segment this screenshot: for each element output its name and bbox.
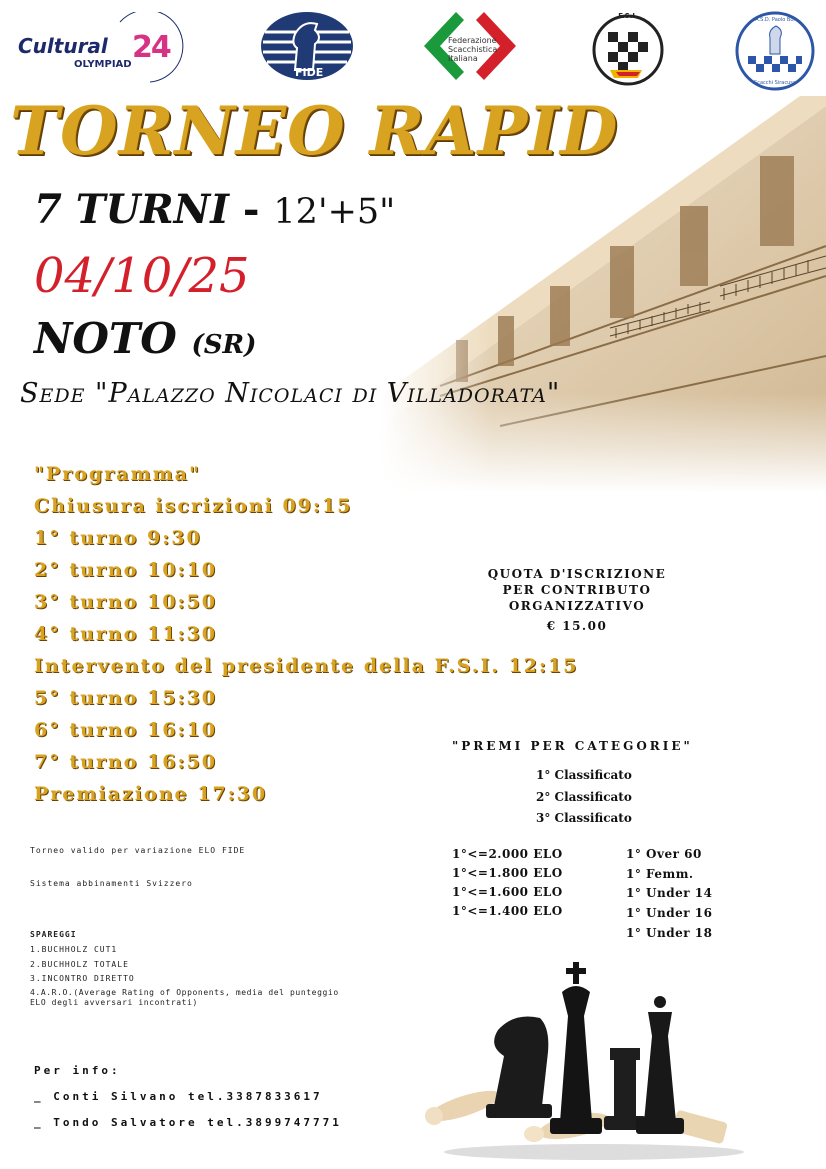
- prize-category: 1° Under 14: [626, 886, 713, 900]
- federazione-line2: Scacchistica: [448, 45, 498, 54]
- programma-item: 3° turno 10:50: [34, 591, 217, 613]
- fsi-sicilia-label: F.S.I.: [618, 12, 638, 20]
- venue: Sede "Palazzo Nicolaci di Villadorata": [20, 378, 561, 409]
- programma-item: 6° turno 16:10: [34, 719, 217, 741]
- knight-icon: [486, 1017, 552, 1119]
- prize-elo: 1°<=2.000 ELO: [452, 847, 563, 861]
- asd-top-text: A.S.D. Paolo Boi: [755, 17, 795, 23]
- federazione-line3: Italiana: [448, 54, 478, 63]
- programma-item: Premiazione 17:30: [34, 783, 268, 805]
- chessboard-emblem-icon: [582, 10, 674, 86]
- programma-item: Chiusura iscrizioni 09:15: [34, 495, 353, 517]
- fee-amount: € 15.00: [546, 619, 608, 633]
- cultural-logo-sub: OLYMPIAD: [74, 59, 132, 70]
- fee-box: [486, 566, 668, 634]
- fee-line: PER CONTRIBUTO: [502, 583, 652, 597]
- tournament-title: TORNEO RAPID: [10, 92, 619, 170]
- chess-pieces-image: [424, 956, 744, 1162]
- info-title: Per info:: [34, 1064, 121, 1077]
- cultural-logo-number: 24: [132, 30, 170, 65]
- fide-logo-text: FIDE: [295, 66, 324, 79]
- contact-item: _ Tondo Salvatore tel.3899747771: [34, 1116, 342, 1129]
- prizes-title: "PREMI PER CATEGORIE": [452, 739, 693, 753]
- rook-icon: [604, 1048, 646, 1130]
- time-control: 12'+5": [273, 192, 396, 232]
- fee-line: QUOTA D'ISCRIZIONE: [487, 567, 667, 581]
- fee-line: ORGANIZZATIVO: [508, 599, 646, 613]
- tiebreak-item: 3.INCONTRO DIRETTO: [30, 974, 135, 983]
- pairing-system-note: Sistema abbinamenti Svizzero: [30, 879, 193, 888]
- fide-logo: [257, 8, 357, 80]
- event-city: [34, 314, 257, 363]
- tiebreak-item: 2.BUCHHOLZ TOTALE: [30, 960, 129, 969]
- king-icon: [550, 962, 602, 1134]
- prize-place: 2° Classificato: [536, 790, 632, 804]
- event-date: 04/10/25: [34, 248, 250, 304]
- elo-validity-note: Torneo valido per variazione ELO FIDE: [30, 846, 246, 855]
- cultural-logo-text: Cultural: [18, 34, 108, 58]
- cultural-olympiad-logo: [14, 12, 194, 84]
- city-name: NOTO: [34, 314, 177, 363]
- prize-place: 3° Classificato: [536, 811, 632, 825]
- rounds-separator: -: [242, 186, 260, 233]
- prize-category: 1° Over 60: [626, 847, 702, 861]
- asd-emblem-icon: [734, 10, 816, 92]
- programma-item: 5° turno 15:30: [34, 687, 217, 709]
- programma-item: Intervento del presidente della F.S.I. 12:15: [34, 655, 579, 677]
- programma-item: 2° turno 10:10: [34, 559, 217, 581]
- tiebreak-item: 4.A.R.O.(Average Rating of Opponents, media del punteggio ELO degli avversari incontrati): [30, 988, 339, 1007]
- prize-elo: 1°<=1.800 ELO: [452, 866, 563, 880]
- programma-item: 1° turno 9:30: [34, 527, 202, 549]
- prize-place: 1° Classificato: [536, 768, 632, 782]
- federazione-text: [448, 36, 500, 63]
- programma-item: 7° turno 16:50: [34, 751, 217, 773]
- province: (SR): [191, 330, 257, 360]
- rounds-count: 7 TURNI: [34, 186, 229, 233]
- tiebreak-item: 1.BUCHHOLZ CUT1: [30, 945, 118, 954]
- prize-category: 1° Under 18: [626, 926, 713, 940]
- federazione-line1: Federazione: [448, 36, 497, 45]
- fsi-sicilia-logo: [582, 10, 674, 86]
- asd-bottom-text: Scacchi Siracusa: [754, 80, 796, 86]
- prize-elo: 1°<=1.400 ELO: [452, 904, 563, 918]
- contact-item: _ Conti Silvano tel.3387833617: [34, 1090, 323, 1103]
- prize-category: 1° Femm.: [626, 867, 694, 881]
- programma-item: 4° turno 11:30: [34, 623, 217, 645]
- prize-elo: 1°<=1.600 ELO: [452, 885, 563, 899]
- rounds-heading: [34, 186, 396, 233]
- tiebreak-title: SPAREGGI: [30, 930, 77, 939]
- federazione-scacchistica-logo: [420, 10, 520, 82]
- asd-paolo-boi-logo: [734, 10, 816, 92]
- prize-category: 1° Under 16: [626, 906, 713, 920]
- programma-title: "Programma": [34, 463, 201, 485]
